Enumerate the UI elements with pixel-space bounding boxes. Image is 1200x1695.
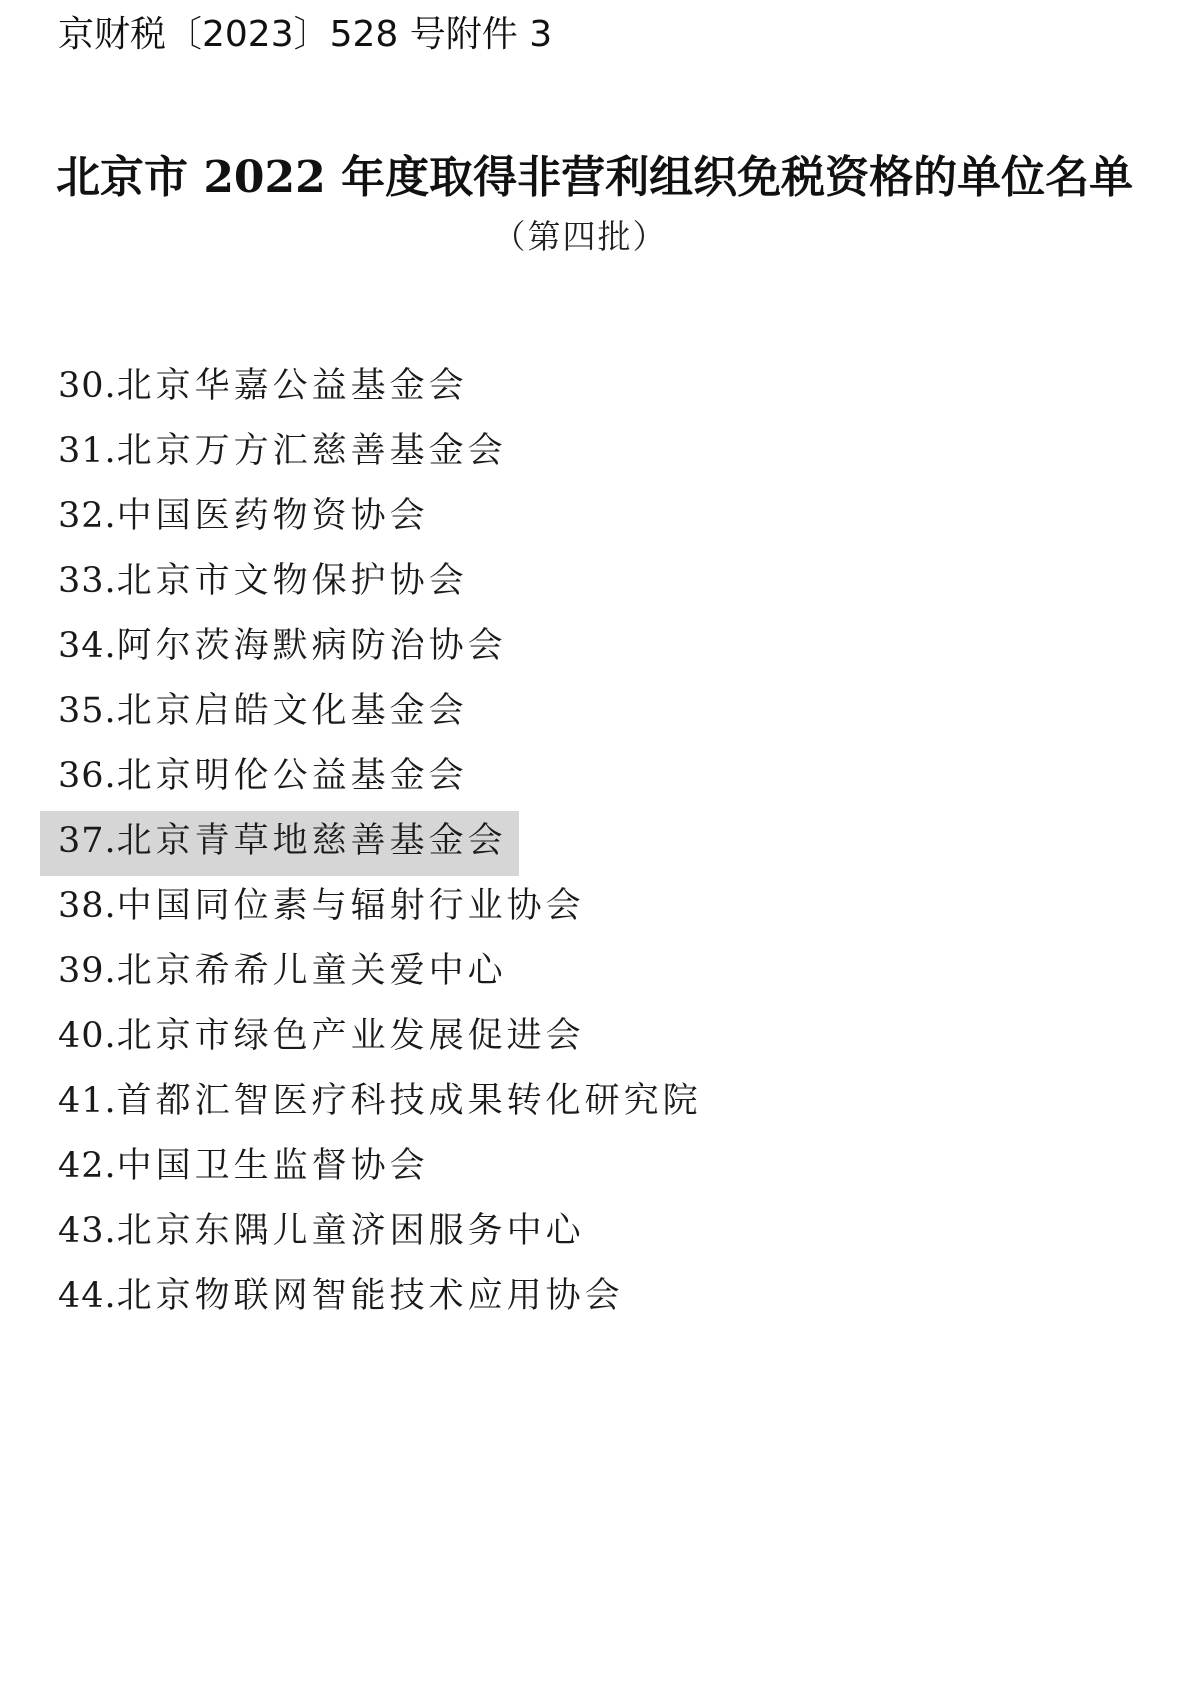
list-item[interactable]: [40, 356, 480, 421]
list-item-number: 43.: [58, 1211, 117, 1251]
list-item-number: 40.: [58, 1016, 117, 1056]
list-item-name: 中国同位素与辐射行业协会: [116, 886, 585, 926]
list-item-number: 42.: [58, 1146, 117, 1186]
list-item-number: 38.: [58, 886, 117, 926]
list-item-name: 北京明伦公益基金会: [116, 756, 468, 796]
list-item[interactable]: [40, 1136, 441, 1201]
list-item[interactable]: [40, 551, 480, 616]
list-item-name: 首都汇智医疗科技成果转化研究院: [116, 1081, 702, 1121]
list-item[interactable]: [40, 1006, 597, 1071]
list-item-number: 41.: [58, 1081, 117, 1121]
document-subtitle: （第四批）: [492, 217, 668, 256]
list-item-number: 32.: [58, 496, 117, 536]
entity-list: [40, 356, 714, 1331]
list-item-number: 39.: [58, 951, 117, 991]
list-item-name: 北京物联网智能技术应用协会: [116, 1276, 624, 1316]
list-item-name: 北京市绿色产业发展促进会: [116, 1016, 585, 1056]
list-item-name: 北京东隅儿童济困服务中心: [116, 1211, 585, 1251]
list-item-name: 北京华嘉公益基金会: [116, 366, 468, 406]
list-item-number: 44.: [58, 1276, 117, 1316]
list-item[interactable]: [40, 941, 519, 1006]
list-item-number: 31.: [58, 431, 117, 471]
list-item[interactable]: [40, 1266, 636, 1331]
document-title: 北京市 2022 年度取得非营利组织免税资格的单位名单: [56, 152, 1134, 203]
list-item-number: 36.: [58, 756, 117, 796]
list-item-number: 35.: [58, 691, 117, 731]
list-item[interactable]: [40, 746, 480, 811]
list-item[interactable]: [40, 486, 441, 551]
list-item-name: 中国医药物资协会: [116, 496, 429, 536]
list-item-name: 北京希希儿童关爱中心: [116, 951, 507, 991]
list-item-number: 34.: [58, 626, 117, 666]
list-item-highlighted[interactable]: [40, 811, 519, 876]
list-item-number: 30.: [58, 366, 117, 406]
list-item-name: 北京启皓文化基金会: [116, 691, 468, 731]
document-number: 京财税〔2023〕528 号附件 3: [58, 14, 553, 55]
list-item-name: 北京青草地慈善基金会: [116, 821, 507, 861]
list-item[interactable]: [40, 616, 519, 681]
list-item[interactable]: [40, 421, 519, 486]
list-item-name: 北京万方汇慈善基金会: [116, 431, 507, 471]
list-item[interactable]: [40, 1201, 597, 1266]
list-item-number: 37.: [58, 821, 117, 861]
list-item-name: 北京市文物保护协会: [116, 561, 468, 601]
list-item-number: 33.: [58, 561, 117, 601]
list-item-name: 中国卫生监督协会: [116, 1146, 429, 1186]
list-item[interactable]: [40, 1071, 714, 1136]
list-item-name: 阿尔茨海默病防治协会: [116, 626, 507, 666]
list-item[interactable]: [40, 681, 480, 746]
list-item[interactable]: [40, 876, 597, 941]
